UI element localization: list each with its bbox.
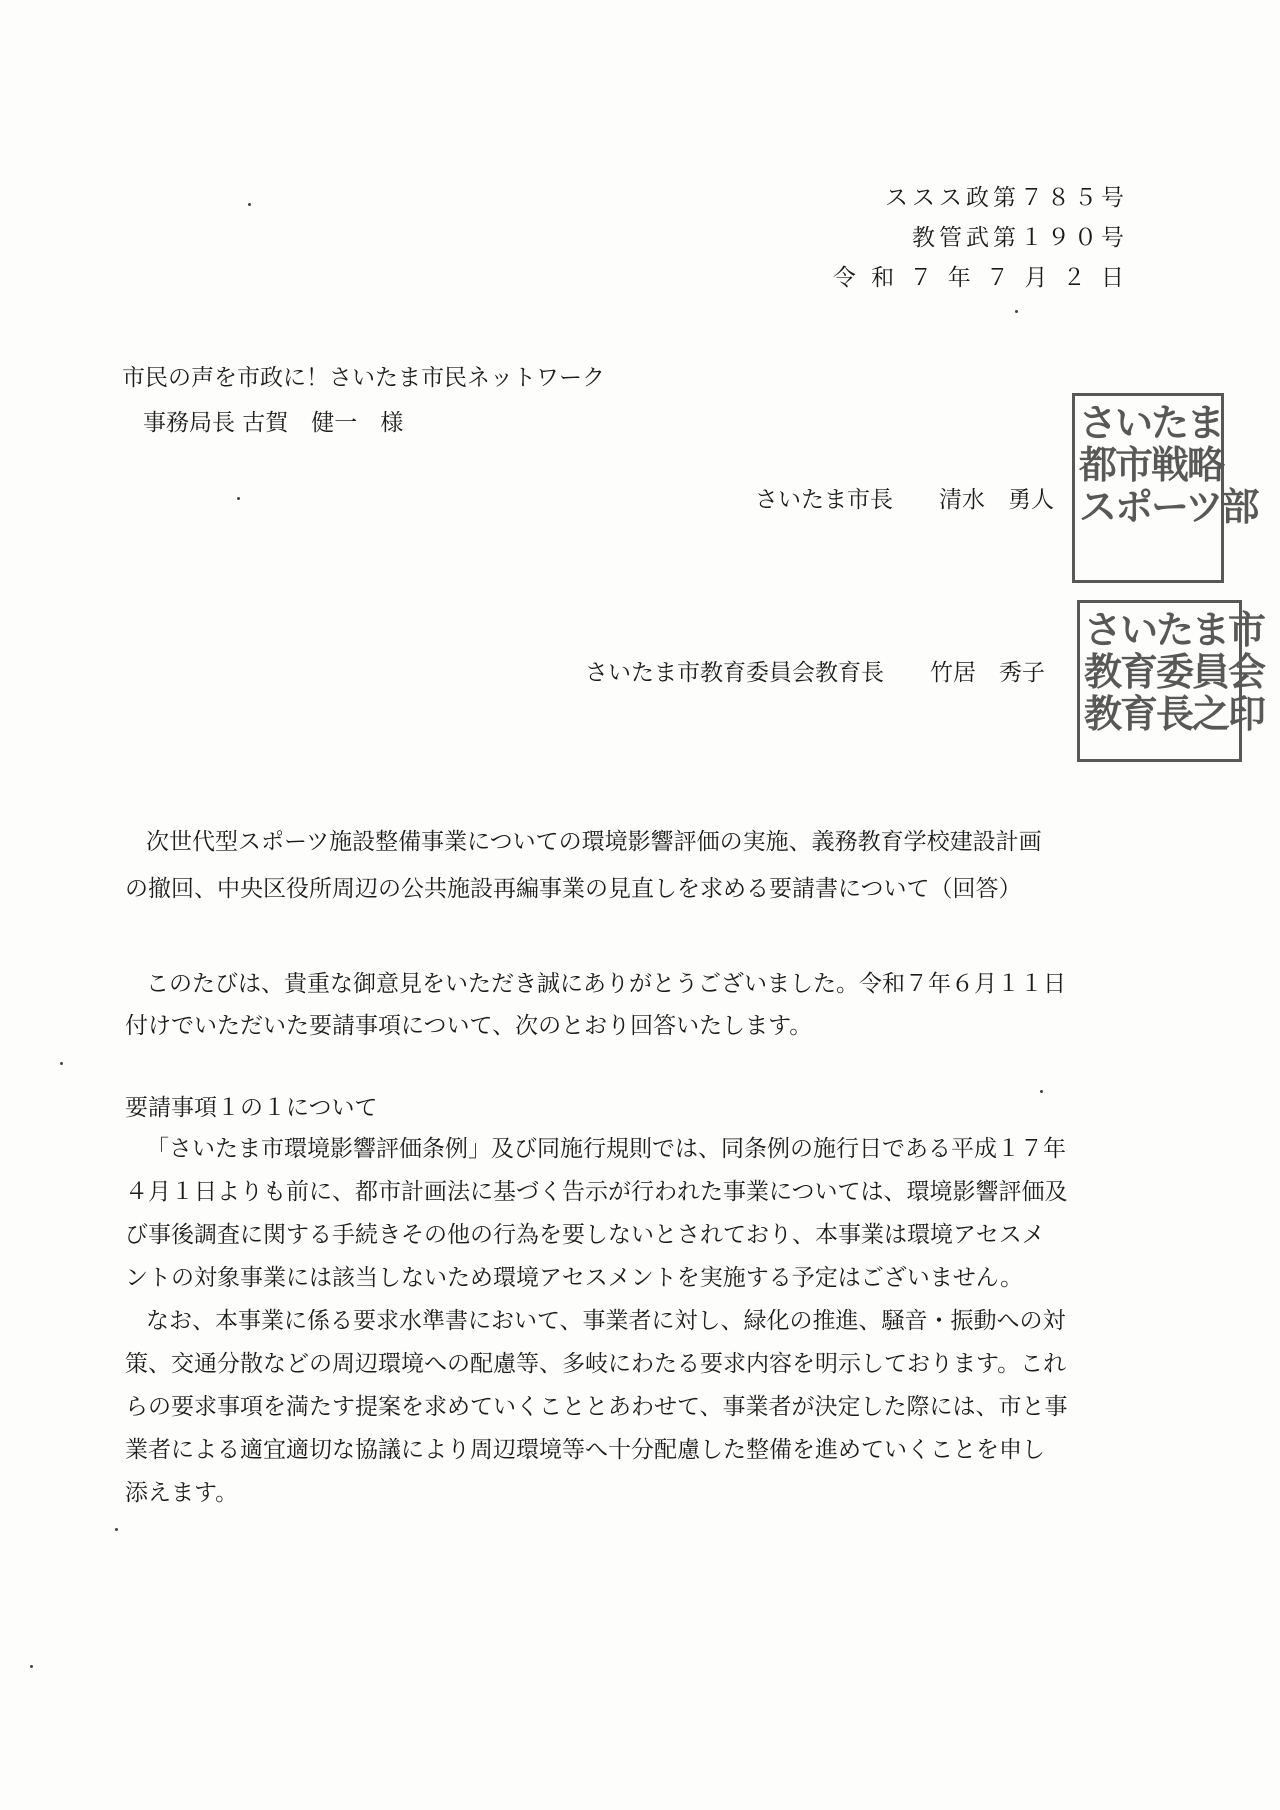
- recipient-organization: 市民の声を市政に！さいたま市民ネットワーク: [122, 365, 605, 391]
- body-line: ントの対象事業には該当しないため環境アセスメントを実施する予定はございません。: [125, 1265, 1024, 1291]
- body-line: び事後調査に関する手続きその他の行為を要しないとされており、本事業は環境アセスメ: [125, 1222, 1045, 1248]
- intro-line-1: このたびは、貴重な御意見をいただき誠にありがとうございました。令和７年６月１１日: [146, 971, 1066, 997]
- subject-line-1: 次世代型スポーツ施設整備事業についての環境影響評価の実施、義務教育学校建設計画: [146, 829, 1042, 855]
- subject-line-2: の撤回、中央区役所周辺の公共施設再編事業の見直しを求める要請書について（回答）: [125, 876, 1022, 902]
- seal-text-line: スポーツ部: [1079, 485, 1258, 529]
- body-line: ４月１日よりも前に、都市計画法に基づく告示が行われた事業については、環境影響評価及: [125, 1179, 1068, 1205]
- body-line: 添えます。: [125, 1480, 239, 1506]
- reference-block: [833, 178, 1128, 298]
- seal-text-line: 教育長之印: [1084, 692, 1265, 736]
- body-line: 「さいたま市環境影響評価条例」及び同施行規則では、同条例の施行日である平成１７年: [146, 1136, 1066, 1162]
- scan-speck: [115, 1528, 118, 1531]
- mayor-seal: [1072, 393, 1258, 583]
- body-line: 業者による適宜適切な協議により周辺環境等へ十分配慮した整備を進めていくことを申し: [125, 1437, 1045, 1463]
- section-heading: 要請事項１の１について: [125, 1095, 378, 1121]
- seal-text-line: さいたま: [1079, 401, 1224, 445]
- scan-speck: [60, 1062, 63, 1065]
- seal-text-line: 教育委員会: [1084, 650, 1265, 694]
- body-line: らの要求事項を満たす提案を求めていくこととあわせて、事業者が決定した際には、市と事: [125, 1394, 1068, 1420]
- scan-speck: [30, 1665, 33, 1668]
- scan-speck: [1015, 310, 1018, 313]
- intro-line-2: 付けでいただいた要請事項について、次のとおり回答いたします。: [125, 1013, 813, 1039]
- body-line: なお、本事業に係る要求水準書において、事業者に対し、緑化の推進、騒音・振動への対: [146, 1308, 1066, 1334]
- superintendent-seal: [1077, 600, 1265, 762]
- seal-text-line: 都市戦略: [1079, 443, 1224, 487]
- scan-speck: [1040, 1090, 1043, 1093]
- scan-speck: [248, 203, 251, 206]
- scan-speck: [237, 497, 240, 500]
- sender-superintendent: さいたま市教育委員会教育長 竹居 秀子: [585, 660, 1045, 686]
- seal-text-line: さいたま市: [1084, 608, 1265, 652]
- body-line: 策、交通分散などの周辺環境への配慮等、多岐にわたる要求内容を明示しております。これ: [125, 1351, 1067, 1377]
- reference-number-2: 教管武第１９０号: [912, 225, 1128, 251]
- recipient-person: 事務局長 古賀 健一 様: [143, 410, 404, 436]
- issue-date: 令 和 ７ 年 ７ 月 ２ 日: [832, 265, 1128, 291]
- sender-mayor: さいたま市長 清水 勇人: [755, 487, 1054, 513]
- reference-number-1: ススス政第７８５号: [885, 185, 1128, 211]
